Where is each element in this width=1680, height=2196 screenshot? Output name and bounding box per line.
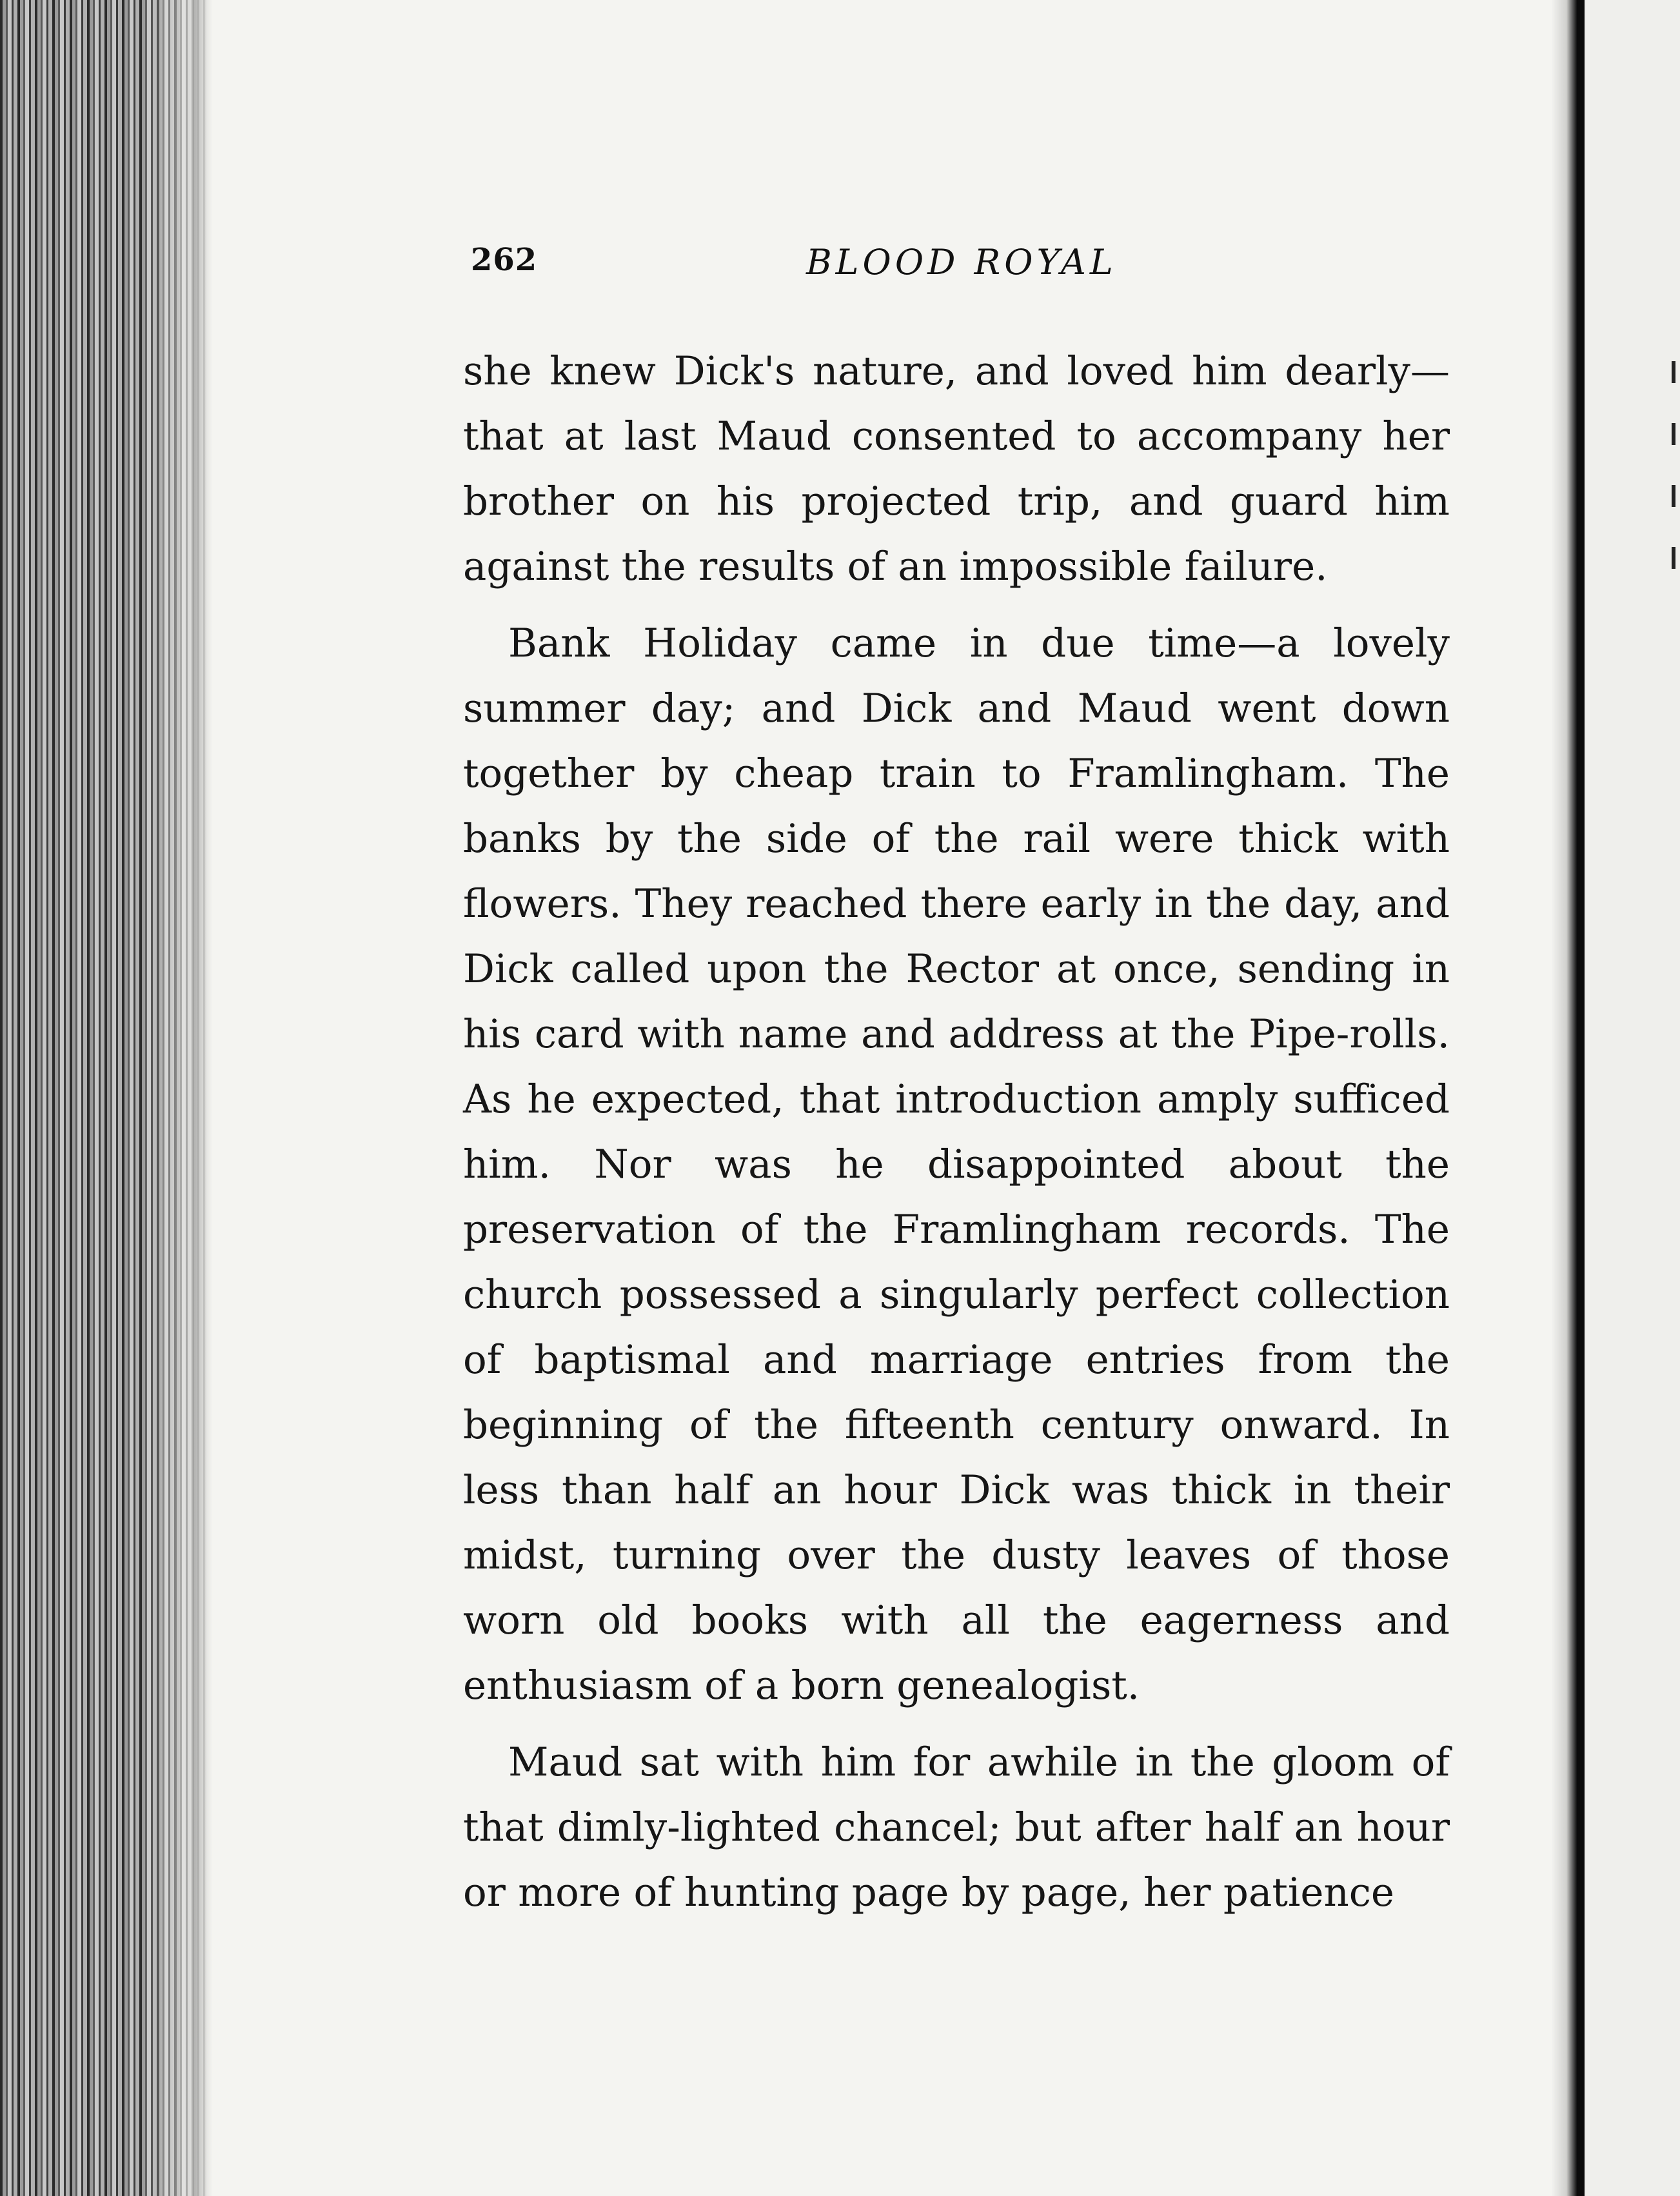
binding-gutter bbox=[1551, 0, 1577, 2196]
book-spine bbox=[1577, 0, 1585, 2196]
facing-page bbox=[1585, 0, 1680, 2196]
page-header bbox=[471, 242, 1458, 293]
paragraph-2: Bank Holiday came in due time—a lovely summer day; and Dick and Maud went down together by cheap train to Framlingham. The banks by the side of the rail were thick with flowers. They reached there early in the day, and Dick called upon the Rector at once, sending in his card with name and address at the Pipe-rolls. As he expected, that introduction amply sufficed him. Nor was he disappointed about the preservation of the Framlingham records. The church possessed a singularly perfect collection of baptismal and marriage entries from the beginning of the fifteenth century onward. In less than half an hour Dick was thick in their midst, turning over the dusty leaves of those worn old books with all the eagerness and enthusiasm of a born genealogist. bbox=[463, 620, 1450, 1708]
page-number: 262 bbox=[471, 242, 538, 278]
page-edge-shadow bbox=[193, 0, 213, 2196]
running-title: BLOOD ROYAL bbox=[806, 242, 1117, 282]
facing-page-marks bbox=[1672, 361, 1677, 619]
paragraph-1: she knew Dick's nature, and loved him dearly—that at last Maud consented to accompany her brother on his projected trip, and guard him against the results of an impossible failure. bbox=[463, 348, 1450, 589]
page-body bbox=[463, 339, 1450, 1925]
paragraph-3: Maud sat with him for awhile in the gloom of that dimly-lighted chancel; but after half an hour or more of hunting page by page, her patience bbox=[463, 1739, 1450, 1915]
